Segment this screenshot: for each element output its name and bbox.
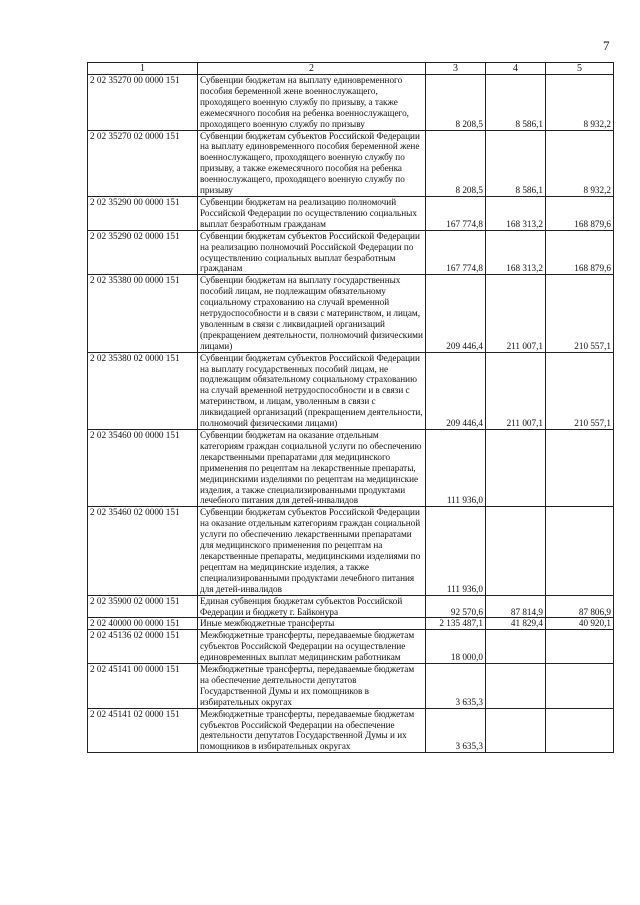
code-cell: 2 02 35900 02 0000 151: [88, 595, 198, 618]
column-header: 5: [546, 63, 614, 75]
code-cell: 2 02 40000 00 0000 151: [88, 618, 198, 630]
value-cell-col5: [546, 708, 614, 753]
table-row: [88, 595, 614, 618]
value-cell-col4: [486, 630, 546, 664]
code-cell: 2 02 35380 00 0000 151: [88, 275, 198, 352]
value-cell-col5: [546, 630, 614, 664]
value-cell-col4: 168 313,2: [486, 230, 546, 275]
value-cell-col5: 168 879,6: [546, 230, 614, 275]
value-cell-col5: 210 557,1: [546, 275, 614, 352]
code-cell: 2 02 45136 02 0000 151: [88, 630, 198, 664]
value-cell-col4: [486, 664, 546, 709]
value-cell-col5: 168 879,6: [546, 196, 614, 230]
value-cell-col4: 168 313,2: [486, 196, 546, 230]
name-cell: Иные межбюджетные трансферты: [198, 618, 426, 630]
value-cell-col5: 210 557,1: [546, 352, 614, 429]
name-cell: Субвенции бюджетам субъектов Российской Федерации на выплату единовременного пособия беременной жене военнослужащего, проходящего военную службу по призыву, а также ежемесячного пособия на ребенка военнослужащего, проходящего военную службу по призыву: [198, 130, 426, 196]
table-row: [88, 75, 614, 131]
name-cell: Субвенции бюджетам на оказание отдельным категориям граждан социальной услуги по обеспечению лекарственными препаратами для медицинского применения по рецептам на лекарственные препараты, медицинскими изделиями по рецептам на медицинские изделия, а также специализированными продуктами лечебного питания для детей-инвалидов: [198, 430, 426, 507]
value-cell-col5: [546, 507, 614, 595]
column-header: 4: [486, 63, 546, 75]
value-cell-col3: 167 774,8: [426, 196, 486, 230]
table-row: [88, 230, 614, 275]
table-row: [88, 196, 614, 230]
value-cell-col3: 209 446,4: [426, 275, 486, 352]
page-number: 7: [603, 38, 610, 53]
name-cell: Субвенции бюджетам на выплату государственных пособий лицам, не подлежащим обязательному социальному страхованию на случай временной нетрудоспособности и в связи с материнством, и лицам, уволенным в связи с ликвидацией организаций (прекращением деятельности, полномочий физическими лицами): [198, 275, 426, 352]
table-row: [88, 618, 614, 630]
value-cell-col3: 209 446,4: [426, 352, 486, 429]
table-row: [88, 352, 614, 429]
value-cell-col3: 3 635,3: [426, 664, 486, 709]
name-cell: Единая субвенция бюджетам субъектов Российской Федерации и бюджету г. Байконура: [198, 595, 426, 618]
value-cell-col5: [546, 430, 614, 507]
budget-table: [87, 62, 614, 753]
name-cell: Субвенции бюджетам субъектов Российской Федерации на оказание отдельным категориям граждан социальной услуги по обеспечению лекарственными препаратами для медицинского применения по рецептам на лекарственные препараты, медицинскими изделиями по рецептам на медицинские изделия, а также специализированными продуктами лечебного питания для детей-инвалидов: [198, 507, 426, 595]
column-header: 3: [426, 63, 486, 75]
table-row: [88, 507, 614, 595]
column-header: 1: [88, 63, 198, 75]
table-row: [88, 630, 614, 664]
name-cell: Межбюджетные трансферты, передаваемые бюджетам субъектов Российской Федерации на осуществление единовременных выплат медицинским работникам: [198, 630, 426, 664]
name-cell: Субвенции бюджетам субъектов Российской Федерации на реализацию полномочий Российской Федерации по осуществлению социальных выплат безработным гражданам: [198, 230, 426, 275]
value-cell-col3: 8 208,5: [426, 75, 486, 131]
table-row: [88, 130, 614, 196]
name-cell: Субвенции бюджетам субъектов Российской Федерации на выплату государственных пособий лицам, не подлежащим обязательному социальному страхованию на случай временной нетрудоспособности и в связи с материнством, и лицам, уволенным в связи с ликвидацией организаций (прекращением деятельности, полномочий физическими лицами): [198, 352, 426, 429]
value-cell-col5: 40 920,1: [546, 618, 614, 630]
table-row: [88, 664, 614, 709]
value-cell-col3: 111 936,0: [426, 507, 486, 595]
value-cell-col4: 211 007,1: [486, 275, 546, 352]
name-cell: Субвенции бюджетам на реализацию полномочий Российской Федерации по осуществлению социальных выплат безработным гражданам: [198, 196, 426, 230]
value-cell-col4: [486, 507, 546, 595]
value-cell-col5: 8 932,2: [546, 130, 614, 196]
value-cell-col3: 167 774,8: [426, 230, 486, 275]
column-header: 2: [198, 63, 426, 75]
code-cell: 2 02 45141 00 0000 151: [88, 664, 198, 709]
code-cell: 2 02 35290 00 0000 151: [88, 196, 198, 230]
table-row: [88, 430, 614, 507]
value-cell-col3: 3 635,3: [426, 708, 486, 753]
code-cell: 2 02 35460 02 0000 151: [88, 507, 198, 595]
value-cell-col3: 18 000,0: [426, 630, 486, 664]
value-cell-col4: [486, 430, 546, 507]
value-cell-col5: 87 806,9: [546, 595, 614, 618]
name-cell: Межбюджетные трансферты, передаваемые бюджетам субъектов Российской Федерации на обеспечение деятельности депутатов Государственной Думы и их помощников в избирательных округах: [198, 708, 426, 753]
value-cell-col4: 211 007,1: [486, 352, 546, 429]
value-cell-col3: 2 135 487,1: [426, 618, 486, 630]
value-cell-col3: 111 936,0: [426, 430, 486, 507]
table-row: [88, 708, 614, 753]
value-cell-col4: 8 586,1: [486, 130, 546, 196]
code-cell: 2 02 35270 02 0000 151: [88, 130, 198, 196]
value-cell-col3: 8 208,5: [426, 130, 486, 196]
value-cell-col3: 92 570,6: [426, 595, 486, 618]
code-cell: 2 02 35270 00 0000 151: [88, 75, 198, 131]
table-row: [88, 275, 614, 352]
value-cell-col4: [486, 708, 546, 753]
code-cell: 2 02 35380 02 0000 151: [88, 352, 198, 429]
value-cell-col5: 8 932,2: [546, 75, 614, 131]
code-cell: 2 02 35290 02 0000 151: [88, 230, 198, 275]
code-cell: 2 02 35460 00 0000 151: [88, 430, 198, 507]
table-header-row: [88, 63, 614, 75]
code-cell: 2 02 45141 02 0000 151: [88, 708, 198, 753]
value-cell-col4: 8 586,1: [486, 75, 546, 131]
value-cell-col4: 41 829,4: [486, 618, 546, 630]
name-cell: Межбюджетные трансферты, передаваемые бюджетам на обеспечение деятельности депутатов Государственной Думы и их помощников в избирательных округах: [198, 664, 426, 709]
value-cell-col4: 87 814,9: [486, 595, 546, 618]
value-cell-col5: [546, 664, 614, 709]
name-cell: Субвенции бюджетам на выплату единовременного пособия беременной жене военнослужащего, проходящего военную службу по призыву, а также ежемесячного пособия на ребенка военнослужащего, проходящего военную службу по призыву: [198, 75, 426, 131]
